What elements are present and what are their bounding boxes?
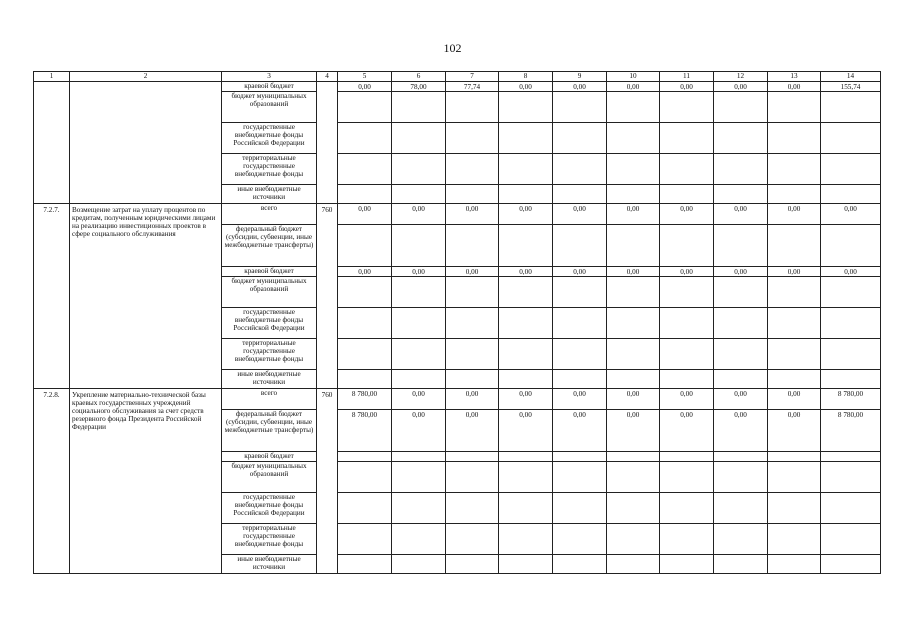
value-cell-col-10 <box>607 524 660 555</box>
value-cell-col-12 <box>714 185 768 204</box>
value-cell-col-11 <box>660 493 714 524</box>
value-cell-col-11 <box>660 225 714 267</box>
value-cell-col-12 <box>714 277 768 308</box>
value-cell-col-5: 0,00 <box>338 204 392 225</box>
value-cell-col-14 <box>821 462 881 493</box>
value-cell-col-9 <box>553 339 607 370</box>
value-cell-col-9: 0,00 <box>553 267 607 277</box>
value-cell-col-7 <box>446 370 499 389</box>
measure-name: Укрепление материально-технической базы краевых государственных учреждений социального обслуживания за счет средств резервного фонда Президента Российской Федерации <box>70 389 222 574</box>
value-cell-col-6 <box>392 154 446 185</box>
value-cell-col-9 <box>553 524 607 555</box>
table-row <box>34 204 881 225</box>
value-cell-col-14 <box>821 524 881 555</box>
value-cell-col-9 <box>553 370 607 389</box>
value-cell-col-11: 0,00 <box>660 82 714 92</box>
table-row <box>34 82 881 92</box>
value-cell-col-9 <box>553 308 607 339</box>
value-cell-col-6 <box>392 92 446 123</box>
value-cell-col-6: 0,00 <box>392 389 446 410</box>
value-cell-col-13 <box>768 524 821 555</box>
funding-source: государственные внебюджетные фонды Российской Федерации <box>222 123 317 154</box>
value-cell-col-13: 0,00 <box>768 204 821 225</box>
value-cell-col-7 <box>446 555 499 574</box>
value-cell-col-7 <box>446 123 499 154</box>
funding-source: бюджет муниципальных образований <box>222 92 317 123</box>
value-cell-col-12: 0,00 <box>714 267 768 277</box>
value-cell-col-14: 0,00 <box>821 204 881 225</box>
value-cell-col-5: 0,00 <box>338 82 392 92</box>
column-header-12: 12 <box>714 72 768 82</box>
value-cell-col-9 <box>553 92 607 123</box>
value-cell-col-8: 0,00 <box>499 82 553 92</box>
value-cell-col-13: 0,00 <box>768 267 821 277</box>
table-row <box>34 389 881 410</box>
column-header-1: 1 <box>34 72 70 82</box>
value-cell-col-8 <box>499 123 553 154</box>
value-cell-col-5 <box>338 154 392 185</box>
value-cell-col-8 <box>499 185 553 204</box>
value-cell-col-14 <box>821 339 881 370</box>
measure-code: 7.2.7. <box>34 204 70 389</box>
funding-source: федеральный бюджет (субсидии, субвенции, иные межбюджетные трансферты) <box>222 410 317 452</box>
value-cell-col-12: 0,00 <box>714 410 768 452</box>
value-cell-col-5 <box>338 123 392 154</box>
value-cell-col-12 <box>714 555 768 574</box>
value-cell-col-11 <box>660 154 714 185</box>
value-cell-col-10: 0,00 <box>607 410 660 452</box>
value-cell-col-6: 0,00 <box>392 267 446 277</box>
value-cell-col-9: 0,00 <box>553 410 607 452</box>
funding-source: краевой бюджет <box>222 267 317 277</box>
value-cell-col-14 <box>821 370 881 389</box>
value-cell-col-7: 0,00 <box>446 267 499 277</box>
value-cell-col-9 <box>553 225 607 267</box>
value-cell-col-11 <box>660 462 714 493</box>
measure-name <box>70 82 222 204</box>
value-cell-col-10 <box>607 462 660 493</box>
funding-source: всего <box>222 204 317 225</box>
value-cell-col-14 <box>821 308 881 339</box>
value-cell-col-5: 0,00 <box>338 267 392 277</box>
value-cell-col-7 <box>446 185 499 204</box>
value-cell-col-6: 0,00 <box>392 204 446 225</box>
budget-table <box>33 71 881 574</box>
value-cell-col-6 <box>392 462 446 493</box>
column-header-14: 14 <box>821 72 881 82</box>
value-cell-col-13: 0,00 <box>768 410 821 452</box>
value-cell-col-11 <box>660 452 714 462</box>
column-header-2: 2 <box>70 72 222 82</box>
value-cell-col-6 <box>392 277 446 308</box>
value-cell-col-8: 0,00 <box>499 410 553 452</box>
value-cell-col-13 <box>768 370 821 389</box>
value-cell-col-9 <box>553 493 607 524</box>
value-cell-col-9 <box>553 277 607 308</box>
column-header-8: 8 <box>499 72 553 82</box>
value-cell-col-6 <box>392 452 446 462</box>
value-cell-col-11 <box>660 524 714 555</box>
value-cell-col-14: 8 780,00 <box>821 410 881 452</box>
value-cell-col-6 <box>392 339 446 370</box>
funding-source: территориальные государственные внебюджетные фонды <box>222 524 317 555</box>
value-cell-col-6 <box>392 123 446 154</box>
value-cell-col-5 <box>338 277 392 308</box>
funding-source: иные внебюджетные источники <box>222 370 317 389</box>
value-cell-col-5 <box>338 452 392 462</box>
value-cell-col-6 <box>392 524 446 555</box>
value-cell-col-11 <box>660 277 714 308</box>
value-cell-col-12 <box>714 462 768 493</box>
grbs-code: 760 <box>317 389 338 574</box>
value-cell-col-7 <box>446 308 499 339</box>
value-cell-col-10 <box>607 225 660 267</box>
value-cell-col-5 <box>338 308 392 339</box>
value-cell-col-11 <box>660 185 714 204</box>
value-cell-col-12 <box>714 154 768 185</box>
value-cell-col-14 <box>821 123 881 154</box>
funding-source: бюджет муниципальных образований <box>222 462 317 493</box>
value-cell-col-13 <box>768 308 821 339</box>
value-cell-col-6 <box>392 225 446 267</box>
value-cell-col-13 <box>768 462 821 493</box>
value-cell-col-8: 0,00 <box>499 204 553 225</box>
value-cell-col-11: 0,00 <box>660 204 714 225</box>
value-cell-col-13 <box>768 277 821 308</box>
measure-name: Возмещение затрат на уплату процентов по кредитам, полученным юридическими лицами на реализацию инвестиционных проектов в сфере социального обслуживания <box>70 204 222 389</box>
value-cell-col-14 <box>821 452 881 462</box>
value-cell-col-5 <box>338 92 392 123</box>
value-cell-col-6 <box>392 493 446 524</box>
funding-source: краевой бюджет <box>222 82 317 92</box>
value-cell-col-5: 8 780,00 <box>338 410 392 452</box>
value-cell-col-8 <box>499 555 553 574</box>
value-cell-col-10 <box>607 185 660 204</box>
value-cell-col-8 <box>499 339 553 370</box>
value-cell-col-12 <box>714 225 768 267</box>
value-cell-col-8 <box>499 524 553 555</box>
value-cell-col-13 <box>768 123 821 154</box>
value-cell-col-10: 0,00 <box>607 82 660 92</box>
column-header-9: 9 <box>553 72 607 82</box>
value-cell-col-10 <box>607 370 660 389</box>
value-cell-col-5 <box>338 370 392 389</box>
value-cell-col-11 <box>660 123 714 154</box>
value-cell-col-11 <box>660 308 714 339</box>
value-cell-col-12 <box>714 524 768 555</box>
value-cell-col-7: 0,00 <box>446 204 499 225</box>
value-cell-col-7 <box>446 154 499 185</box>
column-header-5: 5 <box>338 72 392 82</box>
value-cell-col-10 <box>607 277 660 308</box>
value-cell-col-6: 78,00 <box>392 82 446 92</box>
value-cell-col-12 <box>714 339 768 370</box>
value-cell-col-10 <box>607 154 660 185</box>
value-cell-col-8: 0,00 <box>499 389 553 410</box>
value-cell-col-10 <box>607 555 660 574</box>
value-cell-col-10 <box>607 92 660 123</box>
value-cell-col-8 <box>499 277 553 308</box>
value-cell-col-6 <box>392 555 446 574</box>
measure-code: 7.2.8. <box>34 389 70 574</box>
value-cell-col-12 <box>714 92 768 123</box>
value-cell-col-5 <box>338 493 392 524</box>
value-cell-col-9: 0,00 <box>553 389 607 410</box>
funding-source: бюджет муниципальных образований <box>222 277 317 308</box>
funding-source: территориальные государственные внебюджетные фонды <box>222 154 317 185</box>
value-cell-col-13 <box>768 154 821 185</box>
value-cell-col-5 <box>338 225 392 267</box>
value-cell-col-10 <box>607 339 660 370</box>
value-cell-col-9 <box>553 452 607 462</box>
value-cell-col-9: 0,00 <box>553 204 607 225</box>
value-cell-col-10 <box>607 123 660 154</box>
value-cell-col-12 <box>714 123 768 154</box>
value-cell-col-9 <box>553 185 607 204</box>
value-cell-col-7 <box>446 339 499 370</box>
funding-source: иные внебюджетные источники <box>222 555 317 574</box>
value-cell-col-13 <box>768 452 821 462</box>
value-cell-col-9 <box>553 462 607 493</box>
value-cell-col-14 <box>821 225 881 267</box>
value-cell-col-5 <box>338 339 392 370</box>
value-cell-col-13: 0,00 <box>768 389 821 410</box>
value-cell-col-6 <box>392 185 446 204</box>
funding-source: государственные внебюджетные фонды Российской Федерации <box>222 308 317 339</box>
value-cell-col-8 <box>499 92 553 123</box>
value-cell-col-12: 0,00 <box>714 389 768 410</box>
value-cell-col-8 <box>499 308 553 339</box>
value-cell-col-7: 0,00 <box>446 389 499 410</box>
value-cell-col-8 <box>499 370 553 389</box>
value-cell-col-12: 0,00 <box>714 82 768 92</box>
table-body <box>34 72 881 574</box>
column-header-13: 13 <box>768 72 821 82</box>
value-cell-col-9 <box>553 555 607 574</box>
column-header-4: 4 <box>317 72 338 82</box>
value-cell-col-12 <box>714 308 768 339</box>
value-cell-col-14: 155,74 <box>821 82 881 92</box>
value-cell-col-11: 0,00 <box>660 267 714 277</box>
value-cell-col-10: 0,00 <box>607 204 660 225</box>
page-number: 102 <box>443 41 462 55</box>
funding-source: федеральный бюджет (субсидии, субвенции, иные межбюджетные трансферты) <box>222 225 317 267</box>
column-header-7: 7 <box>446 72 499 82</box>
value-cell-col-14: 0,00 <box>821 267 881 277</box>
value-cell-col-13 <box>768 339 821 370</box>
value-cell-col-14 <box>821 185 881 204</box>
value-cell-col-12: 0,00 <box>714 204 768 225</box>
value-cell-col-14 <box>821 277 881 308</box>
value-cell-col-10 <box>607 452 660 462</box>
value-cell-col-6 <box>392 308 446 339</box>
funding-source: территориальные государственные внебюджетные фонды <box>222 339 317 370</box>
value-cell-col-11: 0,00 <box>660 410 714 452</box>
measure-code <box>34 82 70 204</box>
value-cell-col-8 <box>499 154 553 185</box>
value-cell-col-13 <box>768 555 821 574</box>
value-cell-col-10 <box>607 308 660 339</box>
value-cell-col-10 <box>607 493 660 524</box>
value-cell-col-7 <box>446 493 499 524</box>
value-cell-col-13 <box>768 185 821 204</box>
value-cell-col-7 <box>446 92 499 123</box>
value-cell-col-8 <box>499 462 553 493</box>
funding-source: краевой бюджет <box>222 452 317 462</box>
value-cell-col-5: 8 780,00 <box>338 389 392 410</box>
value-cell-col-7 <box>446 524 499 555</box>
value-cell-col-14 <box>821 92 881 123</box>
value-cell-col-13 <box>768 493 821 524</box>
value-cell-col-7: 0,00 <box>446 410 499 452</box>
value-cell-col-5 <box>338 555 392 574</box>
value-cell-col-11: 0,00 <box>660 389 714 410</box>
column-header-3: 3 <box>222 72 317 82</box>
value-cell-col-14 <box>821 555 881 574</box>
value-cell-col-9 <box>553 123 607 154</box>
value-cell-col-12 <box>714 493 768 524</box>
header-row <box>34 72 881 82</box>
value-cell-col-5 <box>338 185 392 204</box>
value-cell-col-8 <box>499 493 553 524</box>
value-cell-col-11 <box>660 339 714 370</box>
value-cell-col-5 <box>338 462 392 493</box>
value-cell-col-8 <box>499 452 553 462</box>
column-header-6: 6 <box>392 72 446 82</box>
funding-source: иные внебюджетные источники <box>222 185 317 204</box>
value-cell-col-14 <box>821 493 881 524</box>
value-cell-col-7 <box>446 452 499 462</box>
value-cell-col-14: 8 780,00 <box>821 389 881 410</box>
value-cell-col-7 <box>446 462 499 493</box>
value-cell-col-11 <box>660 370 714 389</box>
column-header-11: 11 <box>660 72 714 82</box>
funding-source: всего <box>222 389 317 410</box>
value-cell-col-8: 0,00 <box>499 267 553 277</box>
value-cell-col-7: 77,74 <box>446 82 499 92</box>
grbs-code: 760 <box>317 204 338 389</box>
value-cell-col-9 <box>553 154 607 185</box>
value-cell-col-10: 0,00 <box>607 389 660 410</box>
value-cell-col-5 <box>338 524 392 555</box>
value-cell-col-7 <box>446 225 499 267</box>
value-cell-col-13: 0,00 <box>768 82 821 92</box>
value-cell-col-10: 0,00 <box>607 267 660 277</box>
value-cell-col-11 <box>660 555 714 574</box>
value-cell-col-14 <box>821 154 881 185</box>
value-cell-col-8 <box>499 225 553 267</box>
grbs-code <box>317 82 338 204</box>
value-cell-col-13 <box>768 225 821 267</box>
value-cell-col-13 <box>768 92 821 123</box>
value-cell-col-9: 0,00 <box>553 82 607 92</box>
value-cell-col-7 <box>446 277 499 308</box>
value-cell-col-12 <box>714 370 768 389</box>
value-cell-col-11 <box>660 92 714 123</box>
funding-source: государственные внебюджетные фонды Российской Федерации <box>222 493 317 524</box>
value-cell-col-6: 0,00 <box>392 410 446 452</box>
value-cell-col-6 <box>392 370 446 389</box>
value-cell-col-12 <box>714 452 768 462</box>
column-header-10: 10 <box>607 72 660 82</box>
